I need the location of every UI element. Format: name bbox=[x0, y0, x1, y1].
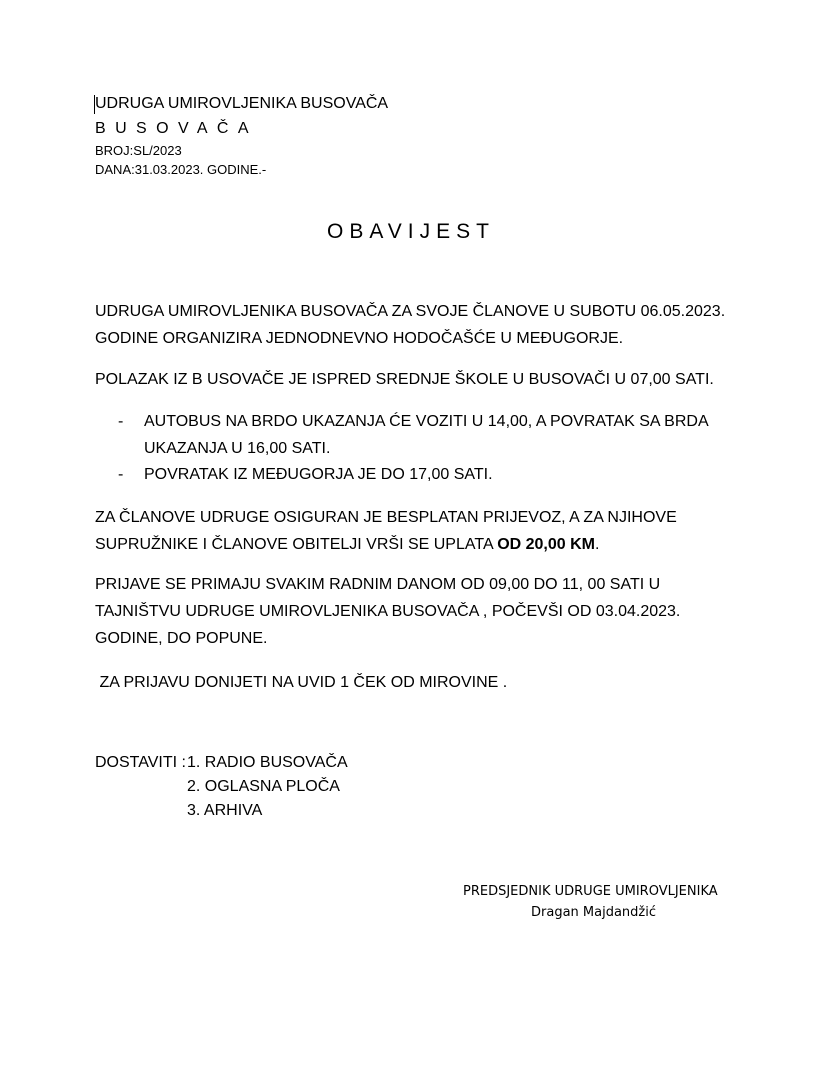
header-org-name: UDRUGA UMIROVLJENIKA BUSOVAČA bbox=[95, 95, 389, 112]
header-number: BROJ:SL/2023 bbox=[95, 143, 182, 158]
header-city: BUSOVAČA bbox=[95, 120, 258, 137]
paragraph-2: POLAZAK IZ B USOVAČE JE ISPRED SREDNJE ŠKOLE U BUSOVAČI U 07,00 SATI. bbox=[95, 371, 714, 388]
bullet-2-marker: - bbox=[118, 466, 124, 483]
paragraph-3-text: SUPRUŽNIKE I ČLANOVE OBITELJI VRŠI SE UPLATA bbox=[95, 536, 498, 553]
paragraph-3-line-1: ZA ČLANOVE UDRUGE OSIGURAN JE BESPLATAN PRIJEVOZ, A ZA NJIHOVE bbox=[95, 509, 677, 526]
paragraph-3-line-2 bbox=[95, 531, 599, 558]
paragraph-5: ZA PRIJAVU DONIJETI NA UVID 1 ČEK OD MIROVINE . bbox=[95, 674, 508, 691]
document-title: OBAVIJEST bbox=[327, 220, 495, 243]
paragraph-3-end: . bbox=[595, 536, 600, 553]
bullet-1-marker: - bbox=[118, 413, 124, 430]
distribution-label: DOSTAVITI : bbox=[95, 754, 186, 771]
bullet-2: POVRATAK IZ MEĐUGORJA JE DO 17,00 SATI. bbox=[144, 466, 493, 483]
signature-role: PREDSJEDNIK UDRUGE UMIROVLJENIKA bbox=[463, 884, 718, 899]
paragraph-1-line-2: GODINE ORGANIZIRA JEDNODNEVNO HODOČAŠĆE U MEĐUGORJE. bbox=[95, 330, 624, 347]
distribution-item: 2. OGLASNA PLOČA bbox=[187, 778, 340, 795]
distribution-item: 3. ARHIVA bbox=[187, 802, 263, 819]
paragraph-4-line-3: GODINE, DO POPUNE. bbox=[95, 630, 268, 647]
payment-amount: OD 20,00 KM bbox=[497, 536, 595, 553]
paragraph-4-line-1: PRIJAVE SE PRIMAJU SVAKIM RADNIM DANOM OD 09,00 DO 11, 00 SATI U bbox=[95, 576, 661, 593]
bullet-1-line-2: UKAZANJA U 16,00 SATI. bbox=[144, 440, 331, 457]
signature-name: Dragan Majdandžić bbox=[531, 905, 656, 920]
paragraph-1-line-1: UDRUGA UMIROVLJENIKA BUSOVAČA ZA SVOJE ČLANOVE U SUBOTU 06.05.2023. bbox=[95, 303, 726, 320]
bullet-1-line-1: AUTOBUS NA BRDO UKAZANJA ĆE VOZITI U 14,00, A POVRATAK SA BRDA bbox=[144, 413, 709, 430]
distribution-item: 1. RADIO BUSOVAČA bbox=[187, 754, 348, 771]
paragraph-4-line-2: TAJNIŠTVU UDRUGE UMIROVLJENIKA BUSOVAČA , POČEVŠI OD 03.04.2023. bbox=[95, 603, 681, 620]
header-date: DANA:31.03.2023. GODINE.- bbox=[95, 162, 267, 177]
